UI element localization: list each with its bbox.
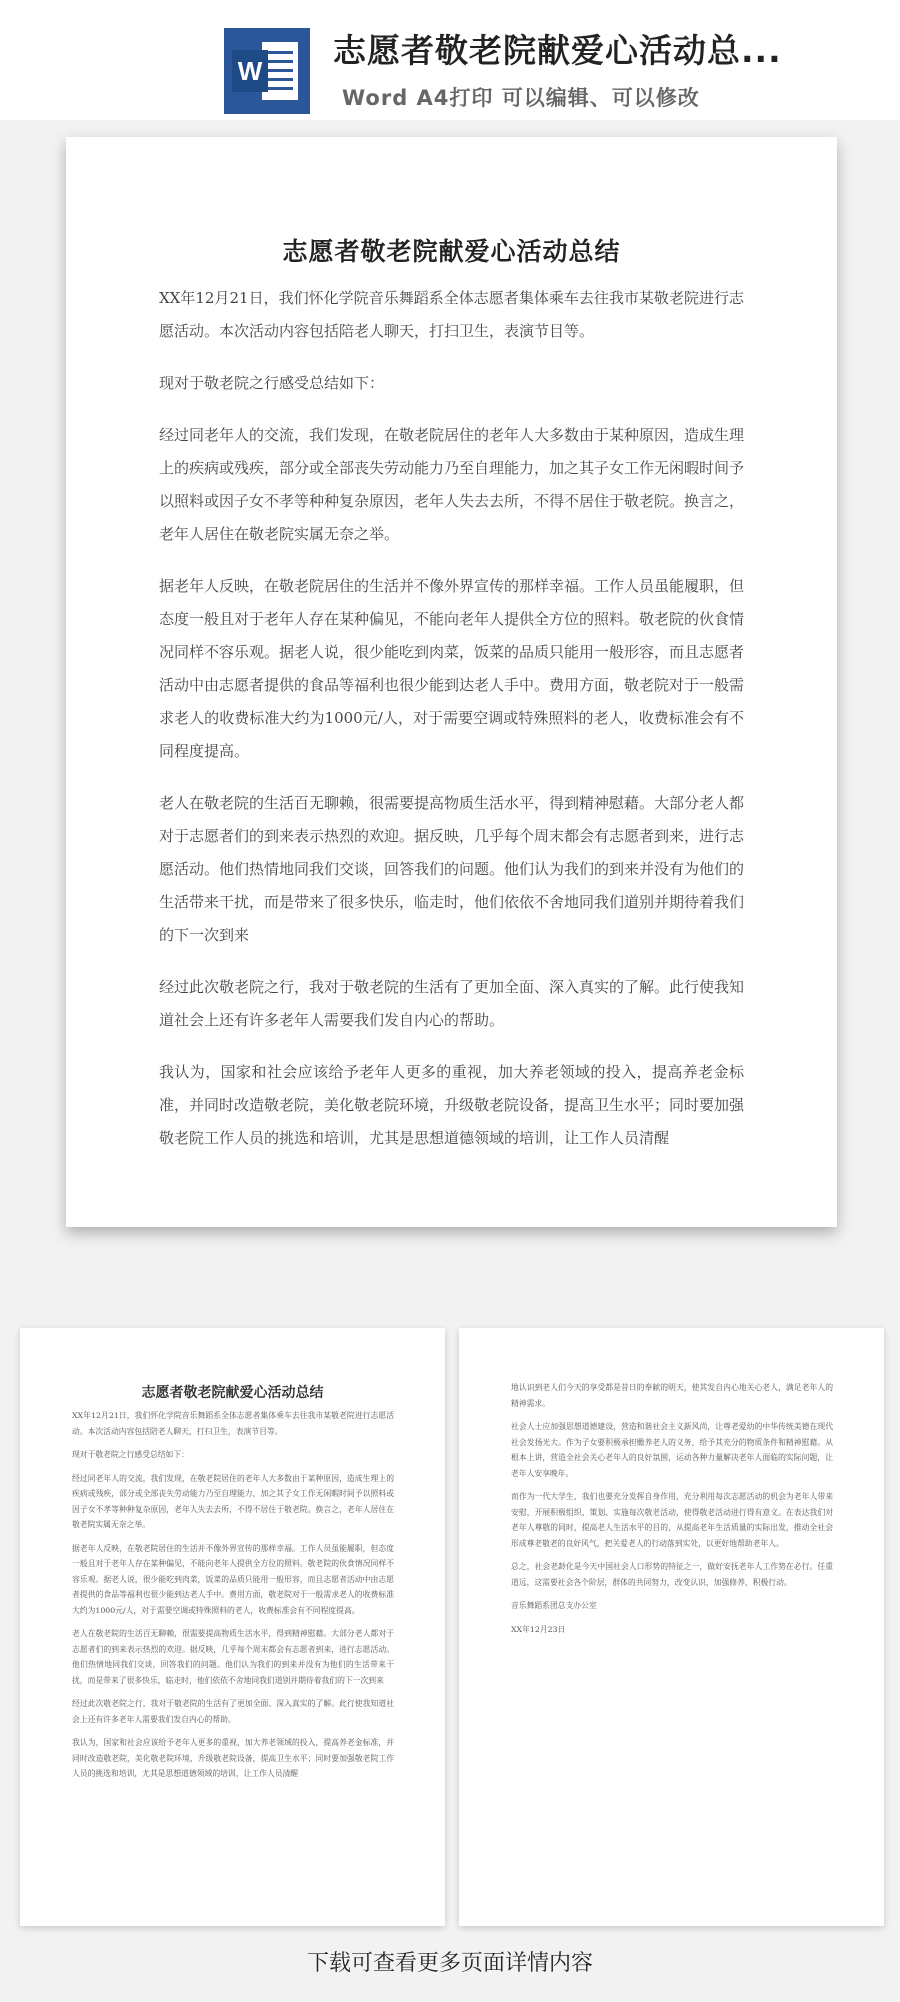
paragraph: 经过同老年人的交流，我们发现，在敬老院居住的老年人大多数由于某种原因，造成生理上的疾病或残疾，部分或全部丧失劳动能力乃至自理能力，加之其子女工作无闲暇时间予以照料或因子女不孝等种种复杂原因，老年人失去去所，不得不居住于敬老院。换言之，老年人居住在敬老院实属无奈之举。 <box>72 1473 394 1529</box>
header <box>0 0 900 120</box>
paragraph: 经过此次敬老院之行，我对于敬老院的生活有了更加全面、深入真实的了解。此行使我知道社会上还有许多老年人需要我们发自内心的帮助。 <box>159 978 745 1029</box>
paragraph: 而作为一代大学生，我们也要充分发挥自身作用，充分利用每次志愿活动的机会为老年人带来安慰，开展积极组织、策划、实施每次敬老活动，使得敬老活动进行得有意义。在表达我们对老年人尊敬的同时，提高老人生活水平的目的，从提高老年生活质量的实际出发，推动全社会形成尊老敬老的良好风气，把关爱老人的行动落到实处，以更好地帮助老年人。 <box>511 1492 833 1548</box>
paragraph: XX年12月21日，我们怀化学院音乐舞蹈系全体志愿者集体乘车去往我市某敬老院进行志愿活动。本次活动内容包括陪老人聊天，打扫卫生，表演节目等。 <box>159 289 744 340</box>
document-page-main <box>66 137 837 1227</box>
paragraph: 现对于敬老院之行感受总结如下： <box>72 1450 189 1459</box>
thumbnail-title: 志愿者敬老院献爱心活动总结 <box>141 1385 324 1401</box>
paragraph: 地认识到老人们今天的享受都是昔日的奉献的明天，使其发自内心地关心老人，满足老年人的精神需求。 <box>511 1383 833 1408</box>
paragraph: 经过同老年人的交流，我们发现，在敬老院居住的老年人大多数由于某种原因，造成生理上的疾病或残疾，部分或全部丧失劳动能力乃至自理能力，加之其子女工作无闲暇时间予以照料或因子女不孝等种种复杂原因，老年人失去去所，不得不居住于敬老院。换言之，老年人居住在敬老院实属无奈之举。 <box>159 426 745 543</box>
page-body <box>159 282 744 1174</box>
paragraph: 老人在敬老院的生活百无聊赖，很需要提高物质生活水平，得到精神慰藉。大部分老人都对于志愿者们的到来表示热烈的欢迎。据反映，几乎每个周末都会有志愿者到来，进行志愿活动。他们热情地同我们交谈，回答我们的问题。他们认为我们的到来并没有为他们的生活带来干扰，而是带来了很多快乐，临走时，他们依依不舍地同我们道别并期待着我们的下一次到来 <box>159 794 745 944</box>
paragraph: 现对于敬老院之行感受总结如下： <box>159 374 385 392</box>
paragraph: 社会人士应加强思想道德建设，营造和谐社会主义新风尚，让尊老爱幼的中华传统美德在现代社会发扬光大。作为子女要积极承担赡养老人的义务，给予其充分的物质条件和精神慰藉。从根本上讲，营造全社会关心老年人的良好氛围，运动各种力量解决老年人面临的实际问题，让老年人安享晚年。 <box>511 1422 833 1478</box>
paragraph: XX年12月21日，我们怀化学院音乐舞蹈系全体志愿者集体乘车去往我市某敬老院进行志愿活动。本次活动内容包括陪老人聊天，打扫卫生，表演节目等。 <box>72 1411 394 1436</box>
paragraph: 总之，社会老龄化是今天中国社会人口形势的特征之一，做好安抚老年人工作势在必行。任重道远，这需要社会各个阶层，群体的共同努力，改变认识，加强修养，积极行动。 <box>511 1562 833 1587</box>
word-document-icon <box>224 28 310 114</box>
paragraph: 据老年人反映，在敬老院居住的生活并不像外界宣传的那样幸福。工作人员虽能履职，但态度一般且对于老年人存在某种偏见，不能向老年人提供全方位的照料。敬老院的伙食情况同样不容乐观。据老人说，很少能吃到肉菜，饭菜的品质只能用一般形容，而且志愿者活动中由志愿者提供的食品等福利也很少能到达老人手中。费用方面，敬老院对于一般需求老人的收费标准大约为1000元/人，对于需要空调或特殊照料的老人，收费标准会有不同程度提高。 <box>72 1543 394 1615</box>
paragraph: 据老年人反映，在敬老院居住的生活并不像外界宣传的那样幸福。工作人员虽能履职，但态度一般且对于老年人存在某种偏见，不能向老年人提供全方位的照料。敬老院的伙食情况同样不容乐观。据老人说，很少能吃到肉菜，饭菜的品质只能用一般形容，而且志愿者活动中由志愿者提供的食品等福利也很少能到达老人手中。费用方面，敬老院对于一般需求老人的收费标准大约为1000元/人，对于需要空调或特殊照料的老人，收费标准会有不同程度提高。 <box>159 577 745 760</box>
footer-caption: 下载可查看更多页面详情内容 <box>306 1951 593 1976</box>
signature-date: XX年12月23日 <box>511 1624 566 1634</box>
paragraph: 老人在敬老院的生活百无聊赖，很需要提高物质生活水平，得到精神慰藉。大部分老人都对于志愿者们的到来表示热烈的欢迎。据反映，几乎每个周末都会有志愿者到来，进行志愿活动。他们热情地同我们交谈，回答我们的问题。他们认为我们的到来并没有为他们的生活带来干扰，而是带来了很多快乐，临走时，他们依依不舍地同我们道别并期待着我们的下一次到来 <box>72 1629 394 1685</box>
thumbnail-body <box>72 1408 394 1790</box>
page-thumbnail-1[interactable] <box>20 1328 445 1926</box>
document-subtitle: Word A4打印 可以编辑、可以修改 <box>342 86 700 110</box>
page-thumbnail-2[interactable] <box>459 1328 884 1926</box>
document-title: 志愿者敬老院献爱心活动总... <box>333 31 782 70</box>
paragraph: 我认为，国家和社会应该给予老年人更多的重视，加大养老领域的投入，提高养老金标准，并同时改造敬老院，美化敬老院环境，升级敬老院设备，提高卫生水平；同时要加强敬老院工作人员的挑选和培训，尤其是思想道德领域的培训，让工作人员清醒 <box>159 1063 745 1147</box>
paragraph: 我认为，国家和社会应该给予老年人更多的重视，加大养老领域的投入，提高养老金标准，并同时改造敬老院，美化敬老院环境，升级敬老院设备，提高卫生水平；同时要加强敬老院工作人员的挑选和培训，尤其是思想道德领域的培训，让工作人员清醒 <box>72 1738 394 1778</box>
thumbnail-body <box>511 1380 833 1645</box>
paragraph: 经过此次敬老院之行，我对于敬老院的生活有了更加全面、深入真实的了解。此行使我知道社会上还有许多老年人需要我们发自内心的帮助。 <box>72 1699 394 1724</box>
word-icon-letter: W <box>237 56 263 86</box>
signature-department: 音乐舞蹈系团总支办公室 <box>511 1601 597 1610</box>
page-title: 志愿者敬老院献爱心活动总结 <box>282 237 621 266</box>
